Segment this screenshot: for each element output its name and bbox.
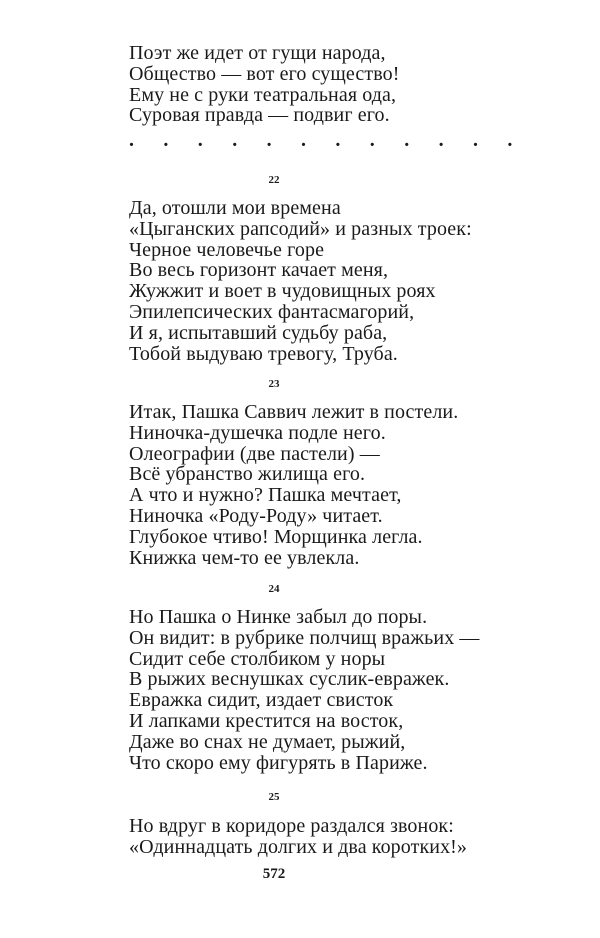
stanza-22 [129, 198, 569, 364]
verse-line: И лапками крестится на восток, [129, 709, 404, 732]
section-number: 22 [268, 174, 280, 186]
verse-line: Книжка чем-то ее увлекла. [129, 546, 360, 569]
stanza-25 [129, 816, 569, 858]
verse-line: А что и нужно? Пашка мечтает, [129, 484, 402, 507]
verse-line: Сидит себе столбиком у норы [129, 647, 386, 670]
verse-line: Ниночка-душечка подле него. [129, 421, 386, 444]
verse-line: Олеографии (две пастели) — [129, 442, 380, 465]
page-number: 572 [262, 866, 286, 882]
stanza-23 [129, 402, 569, 568]
verse-line: Суровая правда — подвиг его. [129, 104, 390, 127]
verse-line: Даже во снах не думает, рыжий, [129, 730, 406, 753]
verse-line: Но вдруг в коридоре раздался звонок: [129, 815, 454, 837]
verse-line: В рыжих веснушках суслик-евражек. [129, 668, 450, 691]
verse-line: «Цыганских рапсодий» и разных троек: [129, 217, 472, 240]
verse-line: Евражка сидит, издает свисток [129, 689, 394, 712]
omission-ellipsis: . . . . . . . . . . . . [129, 129, 525, 151]
verse-line: Во весь горизонт качает меня, [129, 259, 389, 282]
verse-line: Общество — вот его существо! [129, 62, 400, 85]
stanza-continuation [129, 43, 569, 126]
verse-line: Что скоро ему фигурять в Париже. [129, 751, 428, 774]
stanza-24 [129, 607, 569, 773]
section-number: 25 [268, 791, 280, 803]
verse-line: Глубокое чтиво! Морщинка легла. [129, 525, 423, 548]
verse-line: Ниночка «Роду-Роду» читает. [129, 504, 383, 527]
verse-line: Поэт же идет от гущи народа, [129, 42, 386, 64]
verse-line: Да, отошли мои времена [129, 197, 341, 219]
verse-line: Черное человечье горе [129, 238, 325, 261]
verse-line: Всё убранство жилища его. [129, 463, 366, 486]
verse-line: Тобой выдуваю тревогу, Труба. [129, 342, 398, 365]
section-number: 23 [268, 378, 280, 390]
verse-line: И я, испытавший судьбу раба, [129, 321, 388, 344]
verse-line: Он видит: в рубрике полчищ вражьих — [129, 626, 480, 649]
verse-line: «Одиннадцать долгих и два коротких!» [129, 835, 468, 858]
verse-line: Но Пашка о Нинке забыл до поры. [129, 606, 428, 628]
verse-line: Ему не с руки театральная ода, [129, 83, 397, 106]
section-number: 24 [268, 583, 280, 595]
verse-line: Итак, Пашка Саввич лежит в постели. [129, 401, 459, 423]
verse-line: Жужжит и воет в чудовищных роях [129, 280, 436, 303]
verse-line: Эпилепсических фантасмагорий, [129, 300, 415, 323]
